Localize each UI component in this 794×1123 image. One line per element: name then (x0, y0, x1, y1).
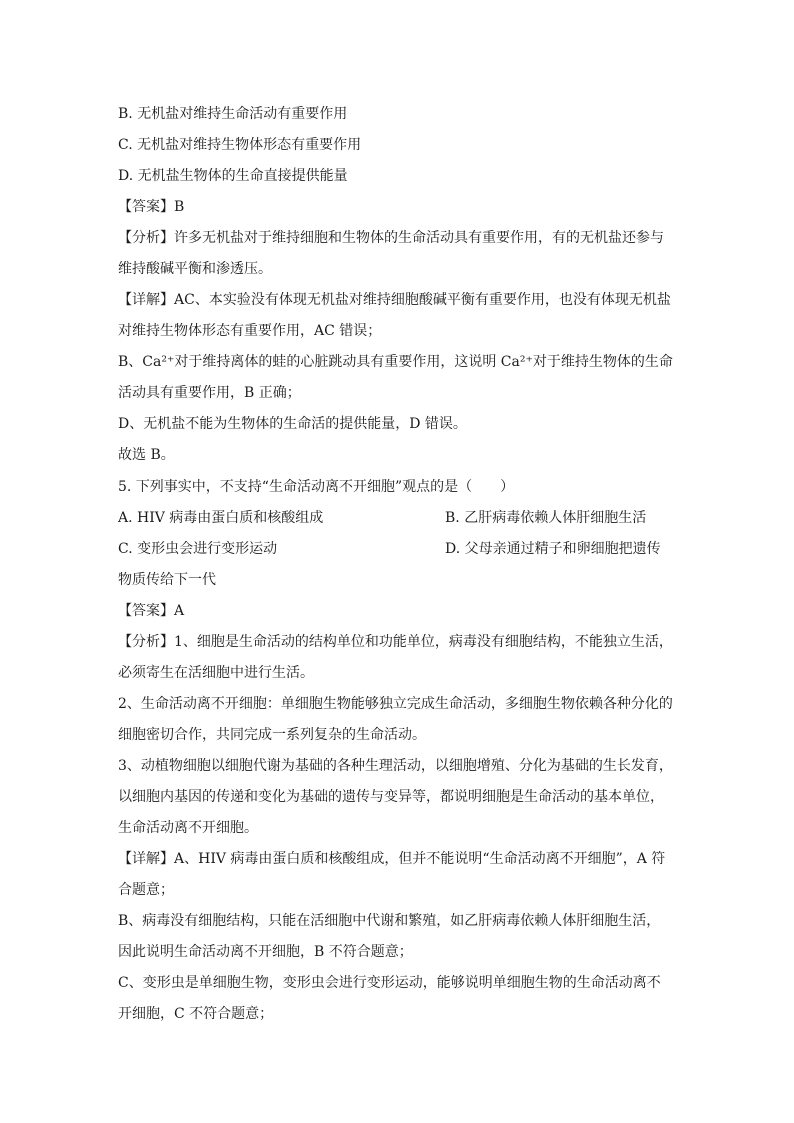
question-5-option-c: C. 变形虫会进行变形运动 (118, 541, 278, 557)
detail-a-line-2: 合题意； (118, 882, 174, 898)
explanation-line-2: 对维持生物体形态有重要作用，AC 错误； (118, 323, 382, 339)
question-5-option-d: D. 父母亲通过精子和卵细胞把遗传 (445, 541, 661, 557)
analysis-line-2: 维持酸碱平衡和渗透压。 (118, 261, 272, 277)
question-5-option-d-continued: 物质传给下一代 (118, 572, 216, 588)
answer-label-previous: 【答案】B (118, 199, 185, 215)
option-c-previous: C. 无机盐对维持生物体形态有重要作用 (118, 137, 362, 153)
analysis-point-1-line-2: 必须寄生在活细胞中进行生活。 (118, 665, 314, 681)
analysis-point-3-line-2: 以细胞内基因的传递和变化为基础的遗传与变异等，都说明细胞是生命活动的基本单位， (118, 789, 664, 805)
question-5-option-a: A. HIV 病毒由蛋白质和核酸组成 (118, 510, 324, 526)
option-b-previous: B. 无机盐对维持生命活动有重要作用 (118, 106, 348, 122)
question-5-stem: 5. 下列事实中，不支持“生命活动离不开细胞”观点的是（ ） (118, 479, 515, 495)
analysis-point-3-line-3: 生命活动离不开细胞。 (118, 820, 258, 836)
analysis-point-3-line-1: 3、动植物细胞以细胞代谢为基础的各种生理活动，以细胞增殖、分化为基础的生长发育， (118, 758, 673, 774)
explanation-line-5: D、无机盐不能为生物体的生命活的提供能量，D 错误。 (118, 416, 467, 432)
detail-b-line-1: B、病毒没有细胞结构，只能在活细胞中代谢和繁殖，如乙肝病毒依赖人体肝细胞生活， (118, 913, 661, 929)
explanation-line-1: 【详解】AC、本实验没有体现无机盐对维持细胞酸碱平衡有重要作用，也没有体现无机盐 (118, 292, 671, 308)
conclusion-line: 故选 B。 (118, 447, 175, 463)
detail-a-line-1: 【详解】A、HIV 病毒由蛋白质和核酸组成，但并不能说明“生命活动离不开细胞”，A 符 (118, 851, 666, 867)
explanation-line-4: 活动具有重要作用，B 正确； (118, 385, 301, 401)
explanation-line-3: B、Ca²⁺对于维持离体的蛙的心脏跳动具有重要作用，这说明 Ca²⁺对于维持生物体的生命 (118, 354, 673, 370)
option-d-previous: D. 无机盐生物体的生命直接提供能量 (118, 168, 348, 184)
analysis-point-1-line-1: 【分析】1、细胞是生命活动的结构单位和功能单位，病毒没有细胞结构，不能独立生活， (118, 634, 673, 650)
analysis-point-2-line-1: 2、生命活动离不开细胞：单细胞生物能够独立完成生命活动，多细胞生物依赖各种分化的 (118, 696, 673, 712)
detail-c-line-1: C、变形虫是单细胞生物，变形虫会进行变形运动，能够说明单细胞生物的生命活动离不 (118, 975, 661, 991)
analysis-line-1: 【分析】许多无机盐对于维持细胞和生物体的生命活动具有重要作用，有的无机盐还参与 (118, 230, 664, 246)
analysis-point-2-line-2: 细胞密切合作，共同完成一系列复杂的生命活动。 (118, 727, 426, 743)
detail-b-line-2: 因此说明生命活动离不开细胞，B 不符合题意； (118, 944, 413, 960)
detail-c-line-2: 开细胞，C 不符合题意； (118, 1006, 274, 1022)
answer-label: 【答案】A (118, 603, 185, 619)
question-5-option-b: B. 乙肝病毒依赖人体肝细胞生活 (445, 510, 647, 526)
